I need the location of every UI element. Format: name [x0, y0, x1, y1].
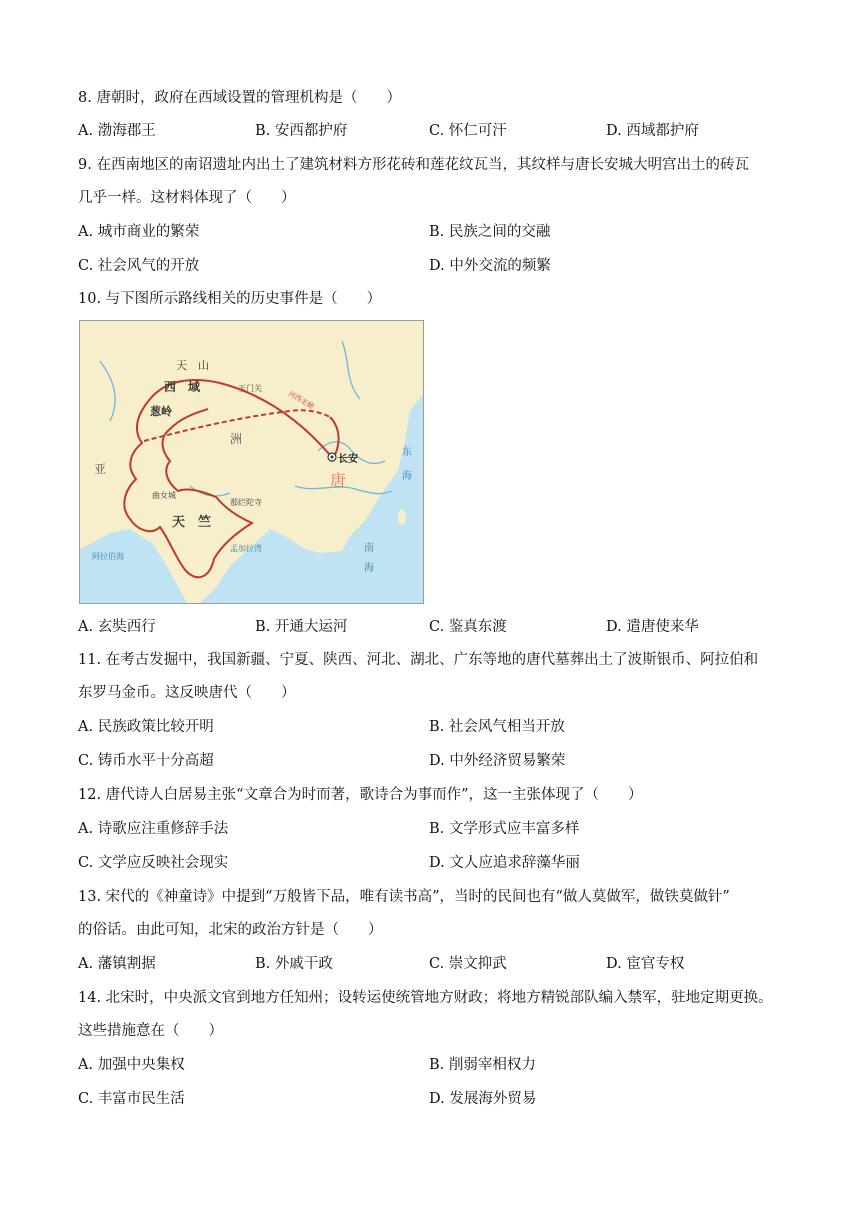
q14-option-a: A. 加强中央集权 [78, 1057, 185, 1073]
label-nalanto: 那烂陀寺 [230, 498, 262, 507]
label-xiyu: 西 域 [164, 380, 201, 394]
q8-option-c: C. 怀仁可汗 [429, 123, 507, 139]
q11-option-c: C. 铸币水平十分高超 [78, 753, 214, 769]
q9-stem-line2: 几乎一样。这材料体现了（ ） [78, 190, 296, 206]
q8-option-d: D. 西域都护府 [606, 123, 699, 139]
label-tianshan: 天 山 [176, 359, 209, 372]
label-hexi: 河西走廊 [287, 389, 316, 411]
label-yumenguan: 玉门关 [238, 384, 262, 393]
map-island-east [398, 509, 406, 525]
q9-option-a: A. 城市商业的繁荣 [78, 224, 200, 240]
q9-option-d: D. 中外交流的频繁 [429, 258, 551, 274]
q10-option-c: C. 鉴真东渡 [429, 619, 507, 635]
q10-option-a: A. 玄奘西行 [78, 619, 156, 635]
q9-stem-line1: 9. 在西南地区的南诏遗址内出土了建筑材料方形花砖和莲花纹瓦当，其纹样与唐长安城大明宫出土的砖瓦 [78, 157, 749, 173]
label-nan: 南 [364, 543, 374, 554]
q11-option-d: D. 中外经济贸易繁荣 [429, 753, 566, 769]
route-map [79, 320, 424, 604]
q10-stem: 10. 与下图所示路线相关的历史事件是（ ） [78, 291, 382, 307]
label-dong-hai: 海 [402, 471, 412, 482]
q13-stem-line1: 13. 宋代的《神童诗》中提到“万般皆下品，唯有读书高”，当时的民间也有“做人莫做军，做铁莫做针” [78, 889, 730, 905]
q12-option-d: D. 文人应追求辞藻华丽 [429, 855, 580, 871]
q12-option-a: A. 诗歌应注重修辞手法 [78, 821, 229, 837]
label-congling: 葱岭 [150, 405, 172, 418]
label-zhou: 洲 [230, 432, 243, 446]
label-changan: 长安 [338, 454, 358, 465]
q13-option-a: A. 藩镇割据 [78, 956, 156, 972]
label-qunvcheng: 曲女城 [152, 491, 176, 500]
q8-stem: 8. 唐朝时，政府在西域设置的管理机构是（ ） [78, 90, 401, 106]
label-mengjiala: 孟加拉湾 [230, 544, 262, 553]
label-dong: 东 [402, 447, 412, 458]
q9-option-c: C. 社会风气的开放 [78, 258, 200, 274]
label-tianzhu: 天 竺 [172, 515, 212, 530]
q13-option-c: C. 崇文抑武 [429, 956, 507, 972]
q11-stem-line2: 东罗马金币。这反映唐代（ ） [78, 685, 296, 701]
q14-stem-line2: 这些措施意在（ ） [78, 1023, 223, 1039]
q11-stem-line1: 11. 在考古发掘中，我国新疆、宁夏、陕西、河北、湖北、广东等地的唐代墓葬出土了波斯银币、阿拉伯和 [78, 652, 759, 668]
q12-stem: 12. 唐代诗人白居易主张“文章合为时而著，歌诗合为事而作”，这一主张体现了（ ） [78, 787, 643, 803]
q11-option-b: B. 社会风气相当开放 [429, 719, 565, 735]
q14-stem-line1: 14. 北宋时，中央派文官到地方任知州；设转运使统管地方财政；将地方精锐部队编入禁军，驻地定期更换。 [78, 990, 773, 1006]
label-nan-hai: 海 [364, 563, 374, 574]
q12-option-c: C. 文学应反映社会现实 [78, 855, 229, 871]
q13-stem-line2: 的俗话。由此可知，北宋的政治方针是（ ） [78, 922, 383, 938]
q13-option-d: D. 宦官专权 [606, 956, 685, 972]
q11-option-a: A. 民族政策比较开明 [78, 719, 214, 735]
q8-option-a: A. 渤海郡王 [78, 123, 156, 139]
q8-option-b: B. 安西都护府 [255, 123, 348, 139]
q14-option-c: C. 丰富市民生活 [78, 1091, 185, 1107]
q10-option-d: D. 遣唐使来华 [606, 619, 699, 635]
q9-option-b: B. 民族之间的交融 [429, 224, 551, 240]
q13-option-b: B. 外戚干政 [255, 956, 333, 972]
q14-option-b: B. 削弱宰相权力 [429, 1057, 536, 1073]
label-alabo: 阿拉伯海 [92, 552, 124, 561]
q14-option-d: D. 发展海外贸易 [429, 1091, 537, 1107]
label-tang: 唐 [330, 471, 347, 490]
label-ya: 亚 [94, 462, 107, 476]
q10-option-b: B. 开通大运河 [255, 619, 348, 635]
q12-option-b: B. 文学形式应丰富多样 [429, 821, 580, 837]
